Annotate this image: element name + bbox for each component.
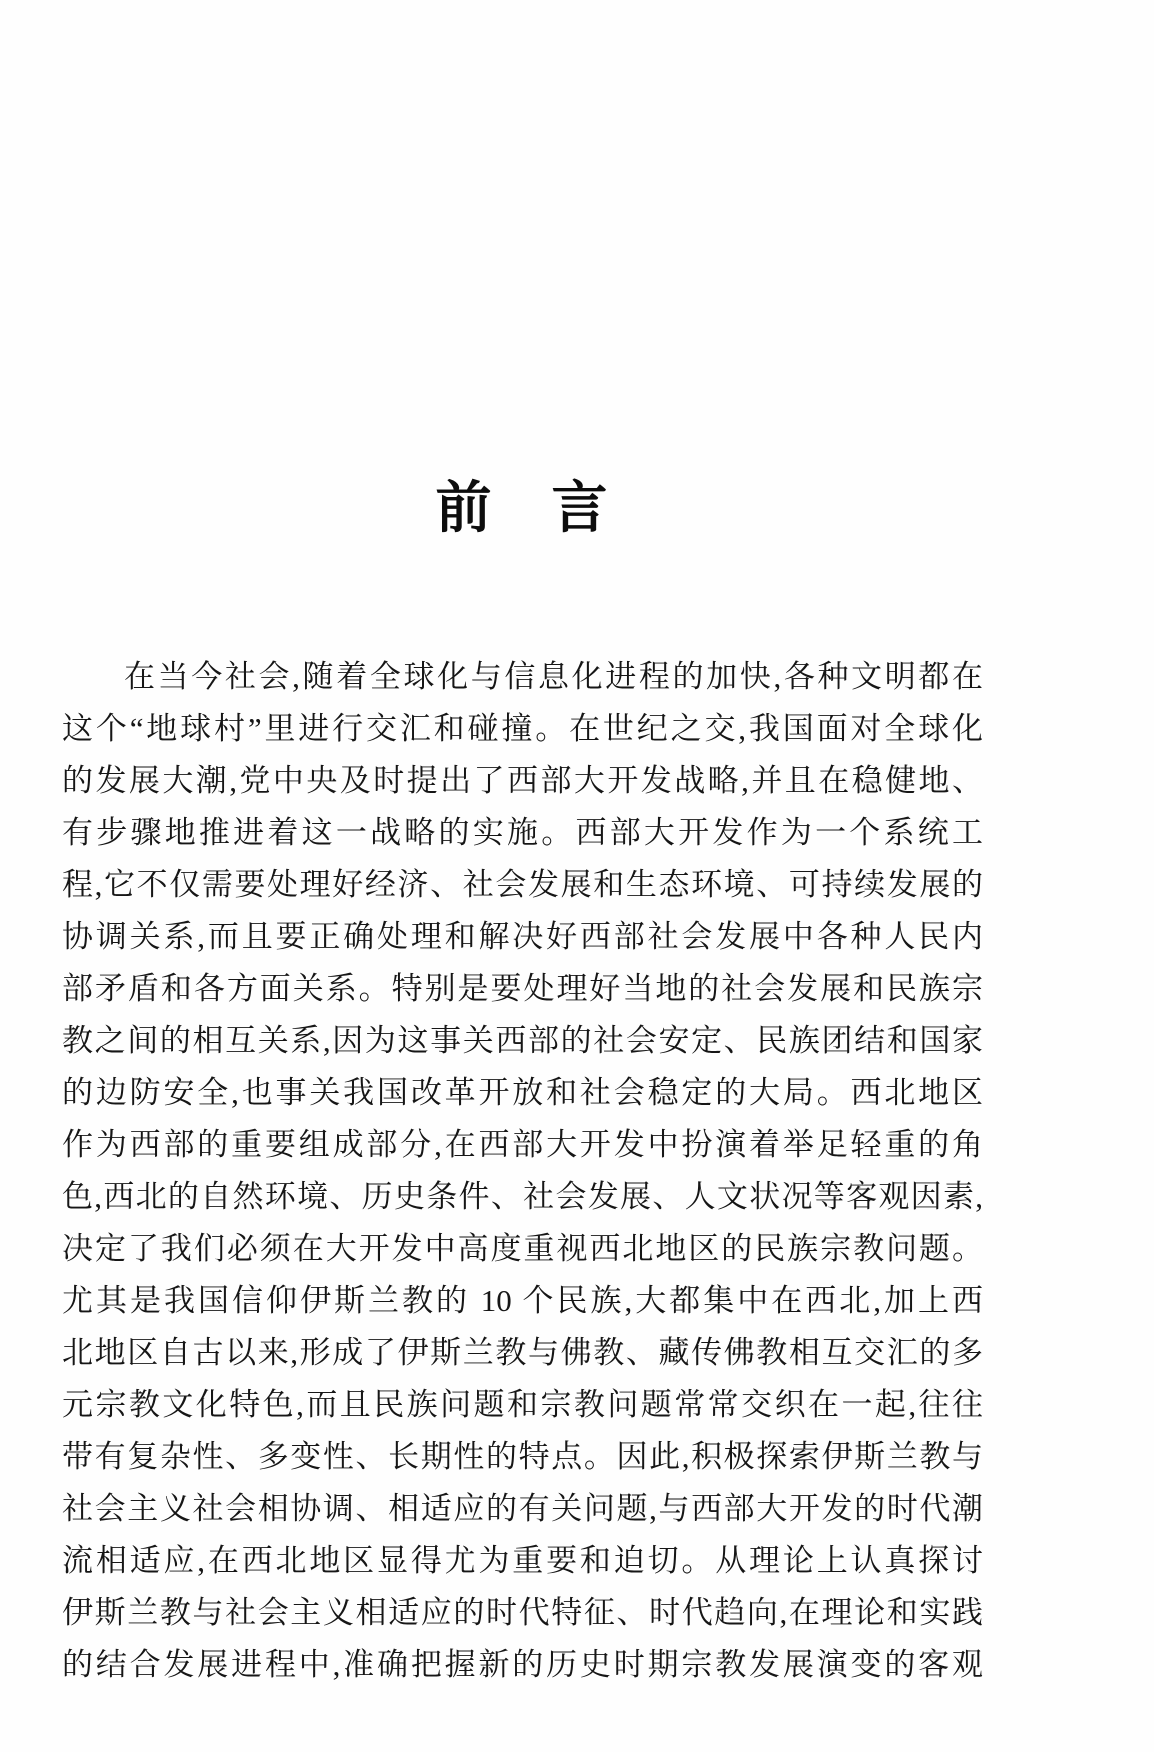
- paragraph-line: 北地区自古以来,形成了伊斯兰教与佛教、藏传佛教相互交汇的多: [62, 1335, 983, 1370]
- paragraph-line: 决定了我们必须在大开发中高度重视西北地区的民族宗教问题。: [62, 1231, 983, 1266]
- paragraph-line: 的结合发展进程中,准确把握新的历史时期宗教发展演变的客观: [62, 1647, 983, 1682]
- paragraph-line: 流相适应,在西北地区显得尤为重要和迫切。从理论上认真探讨: [62, 1543, 983, 1578]
- paragraph-line: 尤其是我国信仰伊斯兰教的 10 个民族,大都集中在西北,加上西: [62, 1283, 983, 1318]
- paragraph-line: 教之间的相互关系,因为这事关西部的社会安定、民族团结和国家: [62, 1023, 983, 1058]
- paragraph-line: 在当今社会,随着全球化与信息化进程的加快,各种文明都在: [124, 659, 983, 694]
- paragraph-line: 的边防安全,也事关我国改革开放和社会稳定的大局。西北地区: [62, 1075, 983, 1110]
- paragraph-line: 社会主义社会相协调、相适应的有关问题,与西部大开发的时代潮: [62, 1491, 983, 1526]
- paragraph-line: 的发展大潮,党中央及时提出了西部大开发战略,并且在稳健地、: [62, 763, 983, 798]
- paragraph-line: 色,西北的自然环境、历史条件、社会发展、人文状况等客观因素,: [62, 1179, 983, 1214]
- paragraph-line: 部矛盾和各方面关系。特别是要处理好当地的社会发展和民族宗: [62, 971, 983, 1006]
- paragraph-line: 有步骤地推进着这一战略的实施。西部大开发作为一个系统工: [62, 815, 983, 850]
- page-title: 前 言: [435, 478, 610, 540]
- preface-paragraph: [62, 651, 983, 1691]
- paragraph-line: 程,它不仅需要处理好经济、社会发展和生态环境、可持续发展的: [62, 867, 983, 902]
- paragraph-line: 元宗教文化特色,而且民族问题和宗教问题常常交织在一起,往往: [62, 1387, 983, 1422]
- paragraph-line: 伊斯兰教与社会主义相适应的时代特征、时代趋向,在理论和实践: [62, 1595, 983, 1630]
- paragraph-line: 协调关系,而且要正确处理和解决好西部社会发展中各种人民内: [62, 919, 983, 954]
- paragraph-line: 带有复杂性、多变性、长期性的特点。因此,积极探索伊斯兰教与: [62, 1439, 983, 1474]
- paragraph-line: 这个“地球村”里进行交汇和碰撞。在世纪之交,我国面对全球化: [62, 711, 983, 746]
- paragraph-line: 作为西部的重要组成部分,在西部大开发中扮演着举足轻重的角: [62, 1127, 983, 1162]
